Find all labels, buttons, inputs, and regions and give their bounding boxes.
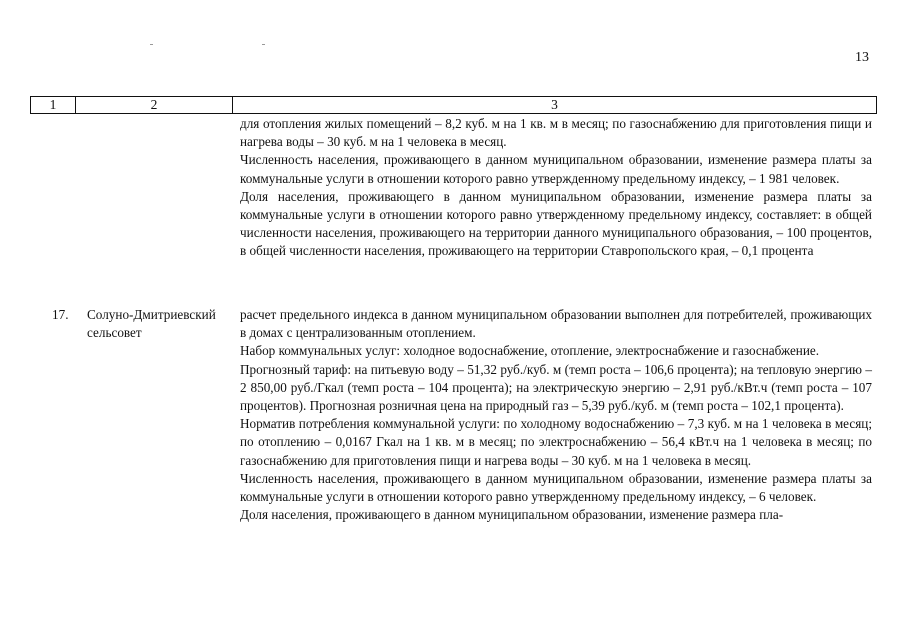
entry-paragraph: расчет предельного индекса в данном муниципальном образовании выполнен для потребителей, проживающих в домах с централизованным отоплением. bbox=[240, 307, 872, 341]
continuation-text-block bbox=[240, 115, 872, 261]
scan-artifact-2 bbox=[262, 44, 265, 45]
continuation-paragraph: Численность населения, проживающего в данном муниципальном образовании, изменение размера платы за коммунальные услуги в отношении которого равно утвержденному предельному индексу, – 1 981 человек. bbox=[240, 152, 872, 186]
continuation-paragraph: Доля населения, проживающего в данном муниципальном образовании, изменение размера платы за коммунальные услуги в отношении которого равно утвержденному предельному индексу, составляет: в общей численности населения, проживающего на территории данного муниципального образования, – 100 процентов, в общей численности населения, проживающего на территории Ставропольского края, – 0,1 процента bbox=[240, 188, 872, 259]
entry-paragraph: Набор коммунальных услуг: холодное водоснабжение, отопление, электроснабжение и газоснабжение. bbox=[240, 343, 820, 359]
page-number: 13 bbox=[855, 50, 869, 65]
continuation-paragraph: для отопления жилых помещений – 8,2 куб. м на 1 кв. м в месяц; по газоснабжению для приготовления пищи и нагрева воды – 30 куб. м на 1 человека в месяц. bbox=[240, 116, 872, 150]
entry-paragraph: Доля населения, проживающего в данном муниципальном образовании, изменение размера пла- bbox=[240, 507, 784, 523]
table-header-col-2: 2 bbox=[76, 97, 233, 113]
entry-number: 17. bbox=[52, 307, 69, 322]
table-header-col-1: 1 bbox=[31, 97, 76, 113]
scan-artifact-1 bbox=[150, 44, 153, 45]
entry-text-block bbox=[240, 306, 872, 524]
entry-paragraph: Норматив потребления коммунальной услуги: по холодному водоснабжению – 7,3 куб. м на 1 человека в месяц; по отоплению – 0,0167 Гкал на 1 кв. м в месяц; по электроснабжению – 56,4 кВт.ч на 1 человека в месяц; по газоснабжению для приготовления пищи и нагрева воды – 30 куб. м на 1 человека в месяц. bbox=[240, 416, 872, 468]
table-header-row bbox=[30, 96, 877, 114]
table-header-col-3: 3 bbox=[551, 97, 558, 112]
entry-municipality-name: Солуно-Дмитриевский сельсовет bbox=[87, 307, 216, 341]
entry-paragraph: Прогнозный тариф: на питьевую воду – 51,32 руб./куб. м (темп роста – 106,6 процента); на тепловую энергию – 2 850,00 руб./Гкал (темп роста – 104 процента); на электрическую энергию – 2,91 руб./кВт.ч (темп роста – 107 процентов). Прогнозная розничная цена на природный газ – 5,39 руб./куб. м (темп роста – 102,1 процента). bbox=[240, 361, 872, 414]
entry-paragraph: Численность населения, проживающего в данном муниципальном образовании, изменение размера платы за коммунальные услуги в отношении которого равно утвержденному предельному индексу, – 6 человек. bbox=[240, 470, 872, 505]
